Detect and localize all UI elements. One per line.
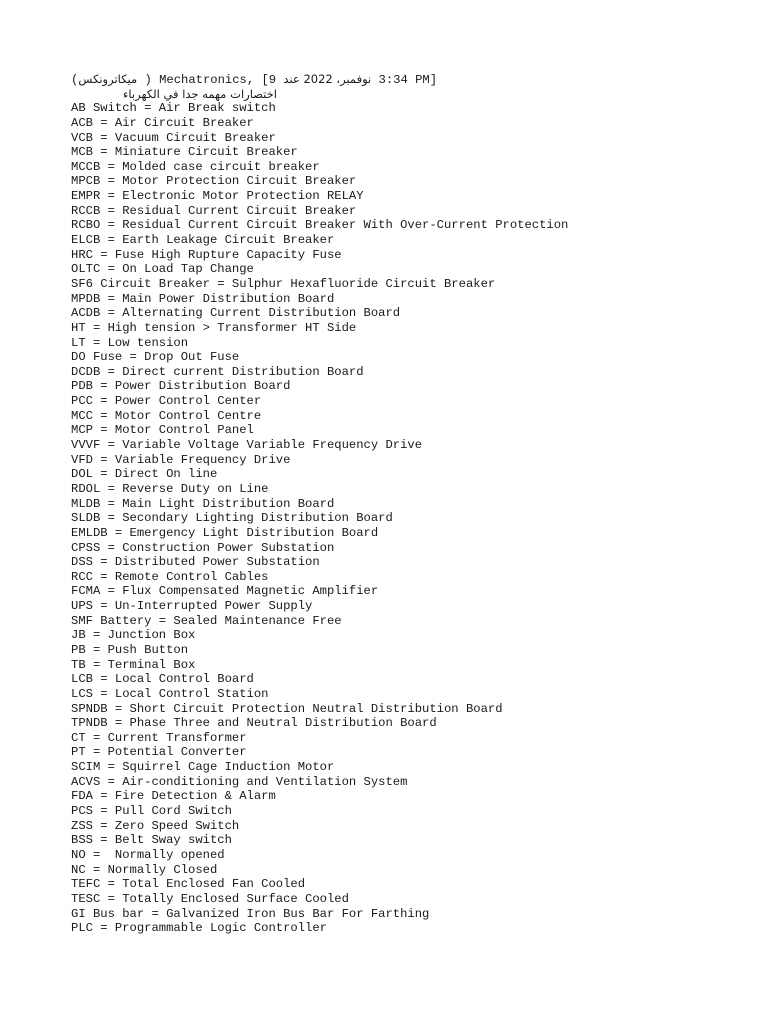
abbreviation-line: PDB = Power Distribution Board [71,379,291,394]
abbreviation-line: MCP = Motor Control Panel [71,423,254,438]
abbreviation-line: ACB = Air Circuit Breaker [71,115,254,130]
abbreviation-list [71,101,751,936]
abbreviation-line: FDA = Fire Detection & Alarm [71,789,276,804]
abbreviation-line: HT = High tension > Transformer HT Side [71,320,357,335]
abbreviation-line: NO = Normally opened [71,847,225,862]
abbreviation-line: SF6 Circuit Breaker = Sulphur Hexafluoride Circuit Breaker [71,276,496,291]
abbreviation-line: SLDB = Secondary Lighting Distribution Board [71,511,393,526]
abbreviation-line: TPNDB = Phase Three and Neutral Distribution Board [71,716,437,731]
abbreviation-line: RCBO = Residual Current Circuit Breaker With Over-Current Protection [71,218,569,233]
header-date-arabic: نوفمبر، 2022 عند [283,72,372,86]
abbreviation-line: MPCB = Motor Protection Circuit Breaker [71,174,357,189]
abbreviation-line: ELCB = Earth Leakage Circuit Breaker [71,233,335,248]
abbreviation-line: GI Bus bar = Galvanized Iron Bus Bar For Farthing [71,906,430,921]
abbreviation-line: MPDB = Main Power Distribution Board [71,291,335,306]
abbreviation-line: HRC = Fuse High Rupture Capacity Fuse [71,247,342,262]
abbreviation-line: PB = Push Button [71,642,189,657]
abbreviation-line: PCC = Power Control Center [71,394,262,409]
abbreviation-line: LCB = Local Control Board [71,672,254,687]
abbreviation-line: MCB = Miniature Circuit Breaker [71,145,298,160]
abbreviation-line: ACDB = Alternating Current Distribution Board [71,306,401,321]
abbreviation-line: DO Fuse = Drop Out Fuse [71,350,240,365]
header-open-paren: ( [71,73,79,87]
abbreviation-line: MCCB = Molded case circuit breaker [71,159,320,174]
abbreviation-line: DOL = Direct On line [71,467,218,482]
abbreviation-line: VFD = Variable Frequency Drive [71,452,291,467]
abbreviation-line: PT = Potential Converter [71,745,247,760]
abbreviation-line: EMLDB = Emergency Light Distribution Board [71,525,379,540]
abbreviation-line: FCMA = Flux Compensated Magnetic Amplifier [71,584,379,599]
abbreviation-line: CPSS = Construction Power Substation [71,540,335,555]
abbreviation-line: RCCB = Residual Current Circuit Breaker [71,203,357,218]
abbreviation-line: AB Switch = Air Break switch [71,101,276,116]
abbreviation-line: EMPR = Electronic Motor Protection RELAY [71,189,364,204]
abbreviation-line: TEFC = Total Enclosed Fan Cooled [71,877,306,892]
abbreviation-line: PCS = Pull Cord Switch [71,804,232,819]
abbreviation-line: JB = Junction Box [71,628,196,643]
abbreviation-line: PLC = Programmable Logic Controller [71,921,327,936]
header-sender-arabic: ميكاترونكس [78,72,138,86]
abbreviation-line: LCS = Local Control Station [71,686,269,701]
abbreviation-line: VCB = Vacuum Circuit Breaker [71,130,276,145]
abbreviation-line: DSS = Distributed Power Substation [71,555,320,570]
header-time: 3:34 PM] [371,73,438,87]
document-page [71,72,751,936]
header-sender-rest: ) Mechatronics, [9 [137,73,284,87]
abbreviation-line: MCC = Motor Control Centre [71,408,262,423]
abbreviation-line: CT = Current Transformer [71,730,247,745]
abbreviation-line: TB = Terminal Box [71,657,196,672]
abbreviation-line: RCC = Remote Control Cables [71,569,269,584]
abbreviation-line: LT = Low tension [71,335,189,350]
abbreviation-line: RDOL = Reverse Duty on Line [71,481,269,496]
abbreviation-line: NC = Normally Closed [71,862,218,877]
document-subtitle: اختصارات مهمه جدا في الكهرباء [123,86,277,101]
abbreviation-line: BSS = Belt Sway switch [71,833,232,848]
abbreviation-line: OLTC = On Load Tap Change [71,262,254,277]
abbreviation-line: ZSS = Zero Speed Switch [71,818,240,833]
abbreviation-line: SPNDB = Short Circuit Protection Neutral Distribution Board [71,701,503,716]
abbreviation-line: DCDB = Direct current Distribution Board [71,364,364,379]
abbreviation-line: MLDB = Main Light Distribution Board [71,496,335,511]
abbreviation-line: UPS = Un-Interrupted Power Supply [71,599,313,614]
message-header [71,72,751,87]
abbreviation-line: SCIM = Squirrel Cage Induction Motor [71,760,335,775]
abbreviation-line: TESC = Totally Enclosed Surface Cooled [71,891,349,906]
abbreviation-line: VVVF = Variable Voltage Variable Frequency Drive [71,438,423,453]
abbreviation-line: SMF Battery = Sealed Maintenance Free [71,613,342,628]
abbreviation-line: ACVS = Air-conditioning and Ventilation System [71,774,408,789]
